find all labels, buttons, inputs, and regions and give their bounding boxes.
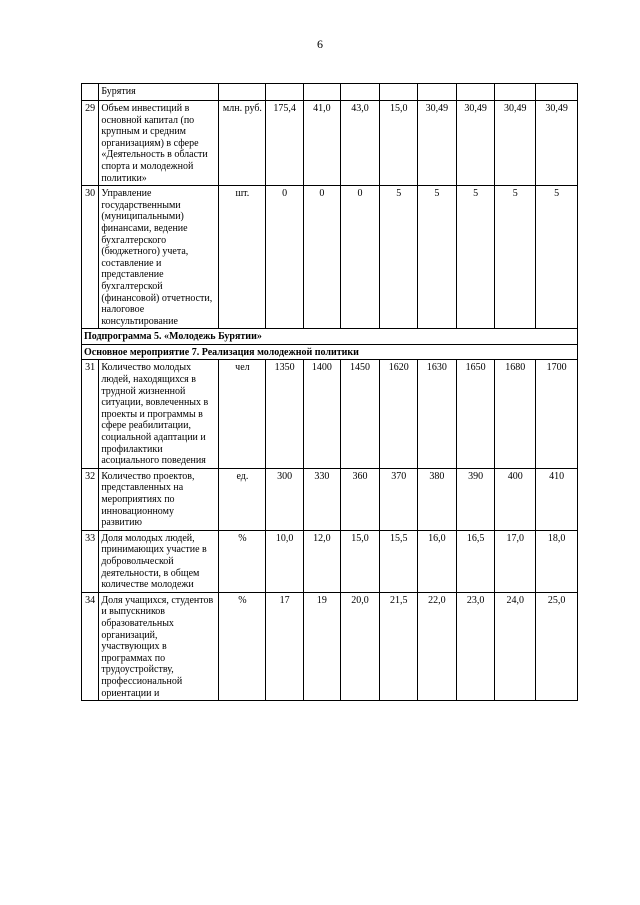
value-cell: 175,4 <box>266 101 304 186</box>
value-cell: 15,0 <box>340 530 380 592</box>
value-cell: 30,49 <box>536 101 578 186</box>
value-cell: 5 <box>456 186 495 329</box>
value-cell <box>340 84 380 101</box>
value-cell: 22,0 <box>418 592 457 700</box>
value-cell: 410 <box>536 468 578 530</box>
main-event-heading-cell: Основное мероприятие 7. Реализация молодежной политики <box>82 344 578 360</box>
value-cell <box>380 84 418 101</box>
value-cell: 1450 <box>340 360 380 468</box>
value-cell: 17,0 <box>495 530 536 592</box>
row-number-cell: 32 <box>82 468 99 530</box>
unit-cell: % <box>219 530 266 592</box>
indicator-name-cell: Доля молодых людей, принимающих участие в добровольческой деятельности, в общем количестве молодежи <box>99 530 219 592</box>
subprogram-heading <box>82 329 578 345</box>
value-cell: 41,0 <box>304 101 341 186</box>
table-row <box>82 186 578 329</box>
value-cell <box>304 84 341 101</box>
indicator-name-cell: Количество молодых людей, находящихся в трудной жизненной ситуации, вовлеченных в проекты и программы в сфере реабилитации, социальной адаптации и профилактики асоциального поведения <box>99 360 219 468</box>
value-cell: 5 <box>495 186 536 329</box>
value-cell <box>266 84 304 101</box>
unit-cell: ед. <box>219 468 266 530</box>
table-row <box>82 530 578 592</box>
value-cell <box>456 84 495 101</box>
page-number: 6 <box>317 37 323 51</box>
main-event-heading <box>82 344 578 360</box>
row-number-cell: 29 <box>82 101 99 186</box>
unit-cell: шт. <box>219 186 266 329</box>
table-body <box>82 84 578 701</box>
value-cell: 30,49 <box>456 101 495 186</box>
value-cell: 30,49 <box>418 101 457 186</box>
indicator-name-cell: Бурятия <box>99 84 219 101</box>
value-cell: 1620 <box>380 360 418 468</box>
indicator-name-cell: Объем инвестиций в основной капитал (по крупным и средним организациям) в сфере «Деятельность в области спорта и молодежной политики» <box>99 101 219 186</box>
value-cell: 5 <box>418 186 457 329</box>
value-cell: 17 <box>266 592 304 700</box>
value-cell: 370 <box>380 468 418 530</box>
value-cell: 390 <box>456 468 495 530</box>
indicators-table <box>81 83 578 701</box>
unit-cell: млн. руб. <box>219 101 266 186</box>
value-cell: 21,5 <box>380 592 418 700</box>
row-number-cell <box>82 84 99 101</box>
table-row <box>82 592 578 700</box>
value-cell: 360 <box>340 468 380 530</box>
value-cell: 12,0 <box>304 530 341 592</box>
value-cell: 0 <box>304 186 341 329</box>
table-row <box>82 468 578 530</box>
value-cell: 30,49 <box>495 101 536 186</box>
value-cell: 25,0 <box>536 592 578 700</box>
value-cell: 5 <box>380 186 418 329</box>
value-cell: 400 <box>495 468 536 530</box>
value-cell: 1680 <box>495 360 536 468</box>
value-cell: 16,5 <box>456 530 495 592</box>
value-cell: 1650 <box>456 360 495 468</box>
value-cell: 300 <box>266 468 304 530</box>
subprogram-heading-cell: Подпрограмма 5. «Молодежь Бурятии» <box>82 329 578 345</box>
value-cell: 1630 <box>418 360 457 468</box>
value-cell: 15,5 <box>380 530 418 592</box>
value-cell: 10,0 <box>266 530 304 592</box>
value-cell: 5 <box>536 186 578 329</box>
table-row <box>82 84 578 101</box>
value-cell <box>536 84 578 101</box>
value-cell: 330 <box>304 468 341 530</box>
row-number-cell: 33 <box>82 530 99 592</box>
row-number-cell: 30 <box>82 186 99 329</box>
row-number-cell: 34 <box>82 592 99 700</box>
value-cell: 1400 <box>304 360 341 468</box>
indicator-name-cell: Количество проектов, представленных на мероприятиях по инновационному развитию <box>99 468 219 530</box>
value-cell: 1700 <box>536 360 578 468</box>
row-number-cell: 31 <box>82 360 99 468</box>
value-cell: 15,0 <box>380 101 418 186</box>
value-cell: 20,0 <box>340 592 380 700</box>
value-cell: 1350 <box>266 360 304 468</box>
unit-cell: % <box>219 592 266 700</box>
value-cell: 24,0 <box>495 592 536 700</box>
unit-cell <box>219 84 266 101</box>
table-row <box>82 360 578 468</box>
unit-cell: чел <box>219 360 266 468</box>
value-cell: 18,0 <box>536 530 578 592</box>
indicator-name-cell: Доля учащихся, студентов и выпускников образовательных организаций, участвующих в программах по трудоустройству, профессиональной ориентации и <box>99 592 219 700</box>
value-cell: 0 <box>340 186 380 329</box>
value-cell: 43,0 <box>340 101 380 186</box>
value-cell: 0 <box>266 186 304 329</box>
value-cell: 16,0 <box>418 530 457 592</box>
value-cell: 380 <box>418 468 457 530</box>
value-cell <box>495 84 536 101</box>
value-cell: 23,0 <box>456 592 495 700</box>
table-row <box>82 101 578 186</box>
value-cell <box>418 84 457 101</box>
value-cell: 19 <box>304 592 341 700</box>
indicator-name-cell: Управление государственными (муниципальными) финансами, ведение бухгалтерского (бюджетного) учета, составление и представление бухгалтерской (финансовой) отчетности, налоговое консультирование <box>99 186 219 329</box>
